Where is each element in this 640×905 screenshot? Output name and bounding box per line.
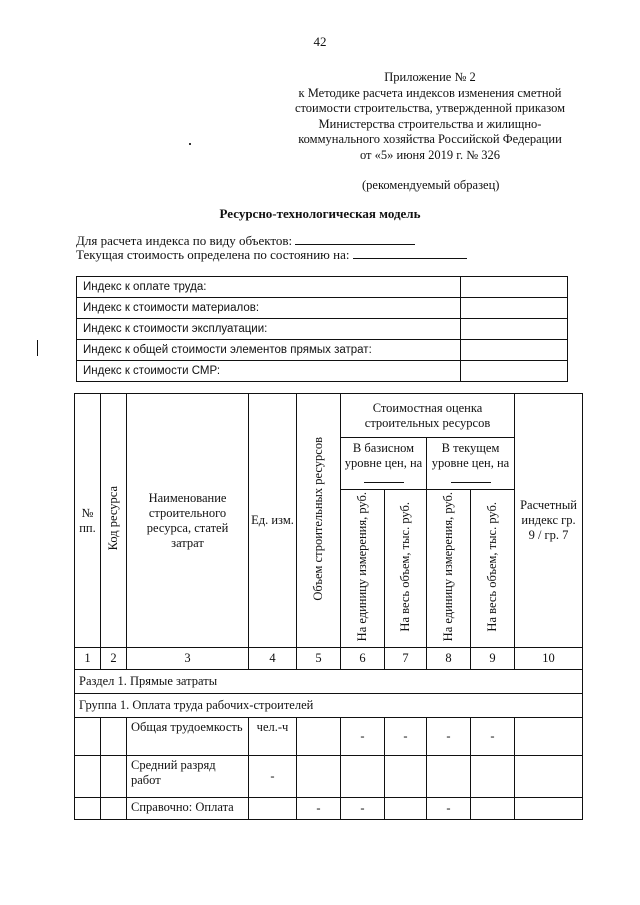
page-number: 42 — [313, 34, 327, 49]
column-number: 10 — [515, 648, 583, 670]
header-base-per-unit: На единицу измерения, руб. — [355, 492, 369, 642]
index-row — [77, 298, 568, 319]
header-base-total: На весь объем, тыс. руб. — [398, 501, 412, 632]
index-value — [461, 277, 568, 298]
header-code-cell — [101, 394, 127, 648]
section-title: Раздел 1. Прямые затраты — [75, 670, 583, 694]
resource-name: Общая трудоемкость — [127, 718, 249, 756]
header-current-total-cell — [471, 490, 515, 648]
object-type-label: Для расчета индекса по виду объектов: — [76, 233, 293, 248]
column-number: 6 — [341, 648, 385, 670]
header-num: № пп. — [75, 394, 101, 648]
cell-c6 — [341, 756, 385, 798]
index-value — [461, 298, 568, 319]
header-volume: Объем строительных ресурсов — [311, 436, 325, 601]
resource-name: Справочно: Оплата — [127, 798, 249, 820]
index-value — [461, 340, 568, 361]
document-title: Ресурсно-технологическая модель — [219, 206, 421, 221]
index-table — [76, 276, 568, 382]
current-cost-date-label: Текущая стоимость определена по состоянию на: — [76, 247, 350, 262]
column-number: 1 — [75, 648, 101, 670]
column-number-row — [75, 648, 583, 670]
appendix-line: Приложение № 2 — [384, 70, 476, 84]
header-current-total: На весь объем, тыс. руб. — [485, 501, 499, 632]
current-cost-date-blank — [353, 247, 467, 259]
column-number: 5 — [297, 648, 341, 670]
cell-c7: - — [385, 718, 427, 756]
index-row — [77, 340, 568, 361]
group-row — [75, 694, 583, 718]
index-label: Индекс к общей стоимости элементов прямых затрат: — [77, 340, 461, 361]
resource-unit — [249, 798, 297, 820]
header-current-per-unit-cell — [427, 490, 471, 648]
cell-c9 — [471, 798, 515, 820]
header-unit: Ед. изм. — [249, 394, 297, 648]
appendix-line: от «5» июня 2019 г. № 326 — [359, 147, 501, 162]
cell-c6: - — [341, 718, 385, 756]
appendix-line: к Методике расчета индексов изменения сметной — [298, 85, 562, 100]
header-cost-group: Стоимостная оценка строительных ресурсов — [341, 394, 515, 438]
header-code: Код ресурса — [106, 486, 120, 551]
index-label: Индекс к стоимости СМР: — [77, 361, 461, 382]
header-current-level: В текущем уровне цен, на — [427, 438, 515, 490]
cell-c8: - — [427, 798, 471, 820]
resource-volume — [297, 756, 341, 798]
index-row — [77, 361, 568, 382]
table-row — [75, 756, 583, 798]
index-label: Индекс к оплате труда: — [77, 277, 461, 298]
current-cost-date-line — [76, 247, 467, 263]
margin-mark — [37, 340, 38, 356]
cell-c9: - — [471, 718, 515, 756]
object-type-blank — [295, 233, 415, 245]
appendix-line: Министерства строительства и жилищно- — [318, 116, 542, 131]
header-base-per-unit-cell — [341, 490, 385, 648]
resource-name: Средний разряд работ — [127, 756, 249, 798]
index-value — [461, 361, 568, 382]
cell-c6: - — [341, 798, 385, 820]
cell-c7 — [385, 756, 427, 798]
index-label: Индекс к стоимости материалов: — [77, 298, 461, 319]
resource-model-table — [74, 393, 583, 820]
resource-volume — [297, 718, 341, 756]
recommended-sample-note: (рекомендуемый образец) — [362, 178, 500, 192]
header-current-per-unit: На единицу измерения, руб. — [441, 492, 455, 642]
header-calc-index: Расчетный индекс гр. 9 / гр. 7 — [515, 394, 583, 648]
index-row — [77, 277, 568, 298]
appendix-line: стоимости строительства, утвержденной приказом — [294, 101, 566, 115]
column-number: 2 — [101, 648, 127, 670]
column-number: 4 — [249, 648, 297, 670]
header-base-level: В базисном уровне цен, на — [341, 438, 427, 490]
index-row — [77, 319, 568, 340]
cell-c7 — [385, 798, 427, 820]
index-label: Индекс к стоимости эксплуатации: — [77, 319, 461, 340]
section-row — [75, 670, 583, 694]
scan-dot — [189, 143, 191, 145]
column-number: 3 — [127, 648, 249, 670]
column-number: 9 — [471, 648, 515, 670]
appendix-note — [280, 70, 580, 163]
header-name: Наименование строительного ресурса, статей затрат — [127, 394, 249, 648]
appendix-line: коммунального хозяйства Российской Федерации — [298, 132, 562, 146]
index-value — [461, 319, 568, 340]
resource-unit: - — [249, 756, 297, 798]
cell-c8: - — [427, 718, 471, 756]
resource-unit: чел.-ч — [249, 718, 297, 756]
column-number: 7 — [385, 648, 427, 670]
header-row — [75, 394, 583, 438]
group-title: Группа 1. Оплата труда рабочих-строителей — [75, 694, 583, 718]
header-volume-cell — [297, 394, 341, 648]
column-number: 8 — [427, 648, 471, 670]
resource-volume: - — [297, 798, 341, 820]
cell-c9 — [471, 756, 515, 798]
table-row — [75, 798, 583, 820]
header-base-total-cell — [385, 490, 427, 648]
table-row — [75, 718, 583, 756]
cell-c8 — [427, 756, 471, 798]
